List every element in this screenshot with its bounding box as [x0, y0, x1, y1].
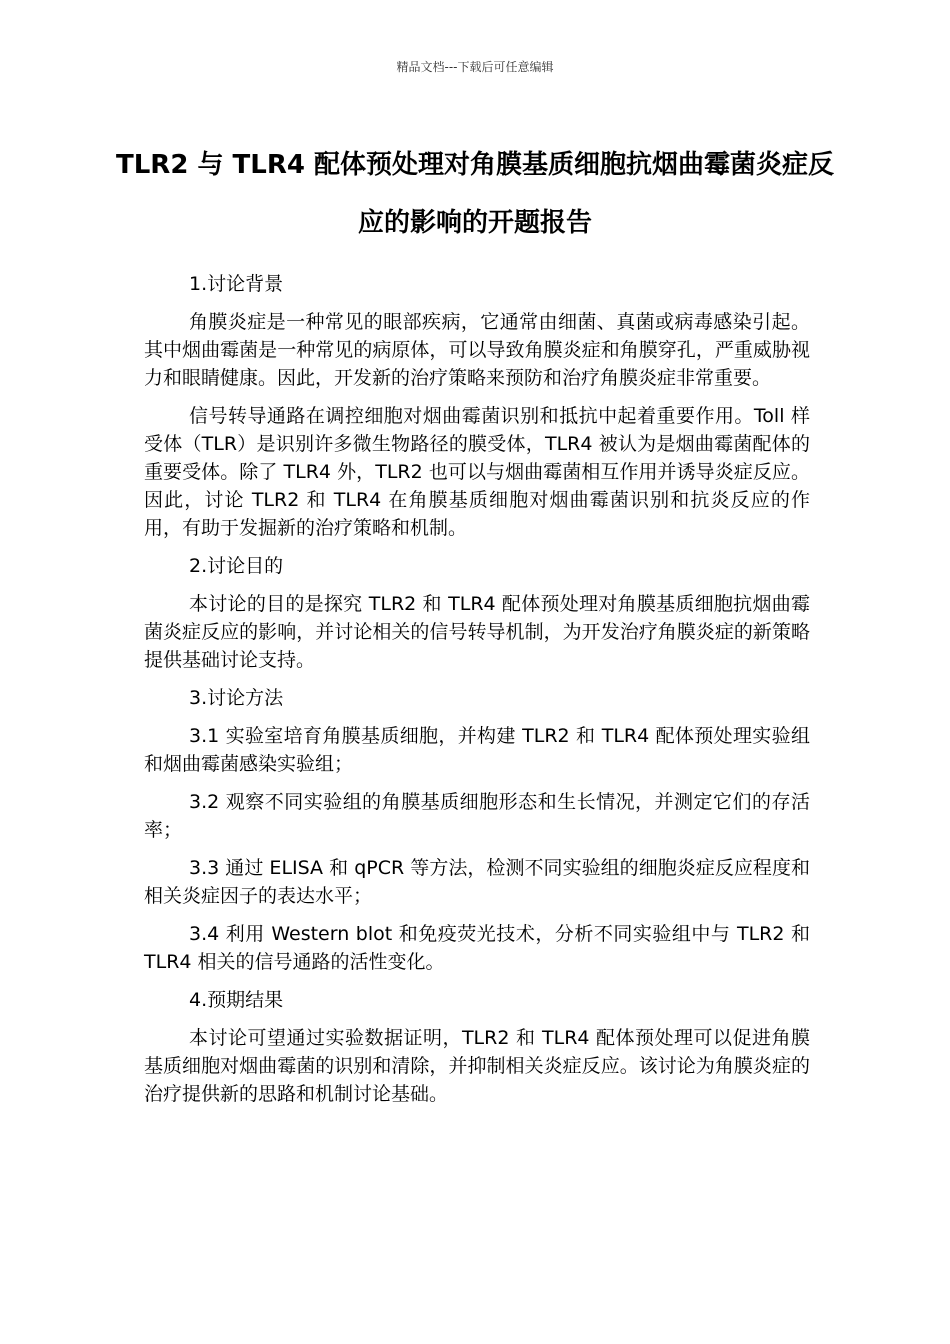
section-heading-methods: 3.讨论方法 — [189, 687, 284, 709]
paragraph: 本讨论的目的是探究 TLR2 和 TLR4 配体预处理对角膜基质细胞抗烟曲霉菌炎症反应的影响，并讨论相关的信号转导机制，为开发治疗角膜炎症的新策略提供基础讨论支持。 — [144, 593, 810, 671]
section-heading-expected-results: 4.预期结果 — [189, 989, 284, 1011]
paragraph: 本讨论可望通过实验数据证明，TLR2 和 TLR4 配体预处理可以促进角膜基质细胞对烟曲霉菌的识别和清除，并抑制相关炎症反应。该讨论为角膜炎症的治疗提供新的思路和机制讨论基础。 — [144, 1027, 810, 1105]
method-item: 3.2 观察不同实验组的角膜基质细胞形态和生长情况，并测定它们的存活率； — [144, 791, 810, 841]
document-body — [144, 270, 810, 1118]
section-heading-purpose: 2.讨论目的 — [189, 555, 284, 577]
section-heading-background: 1.讨论背景 — [189, 273, 284, 295]
method-item: 3.4 利用 Western blot 和免疫荧光技术，分析不同实验组中与 TLR2 和 TLR4 相关的信号通路的活性变化。 — [144, 923, 810, 973]
page-header-note: 精品文档---下载后可任意编辑 — [396, 60, 554, 74]
paragraph: 信号转导通路在调控细胞对烟曲霉菌识别和抵抗中起着重要作用。Toll 样受体（TLR）是识别许多微生物路径的膜受体，TLR4 被认为是烟曲霉菌配体的重要受体。除了 TLR4 外，TLR2 也可以与烟曲霉菌相互作用并诱导炎症反应。因此，讨论 TLR2 和 TLR4 在角膜基质细胞对烟曲霉菌识别和抗炎反应的作用，有助于发掘新的治疗策略和机制。 — [144, 405, 810, 539]
document-title: TLR2 与 TLR4 配体预处理对角膜基质细胞抗烟曲霉菌炎症反应的影响的开题报告 — [116, 150, 834, 238]
paragraph: 角膜炎症是一种常见的眼部疾病，它通常由细菌、真菌或病毒感染引起。其中烟曲霉菌是一种常见的病原体，可以导致角膜炎症和角膜穿孔，严重威胁视力和眼睛健康。因此，开发新的治疗策略来预防和治疗角膜炎症非常重要。 — [144, 311, 810, 389]
method-item: 3.1 实验室培育角膜基质细胞，并构建 TLR2 和 TLR4 配体预处理实验组和烟曲霉菌感染实验组； — [144, 725, 810, 775]
method-item: 3.3 通过 ELISA 和 qPCR 等方法，检测不同实验组的细胞炎症反应程度和相关炎症因子的表达水平； — [144, 857, 810, 907]
